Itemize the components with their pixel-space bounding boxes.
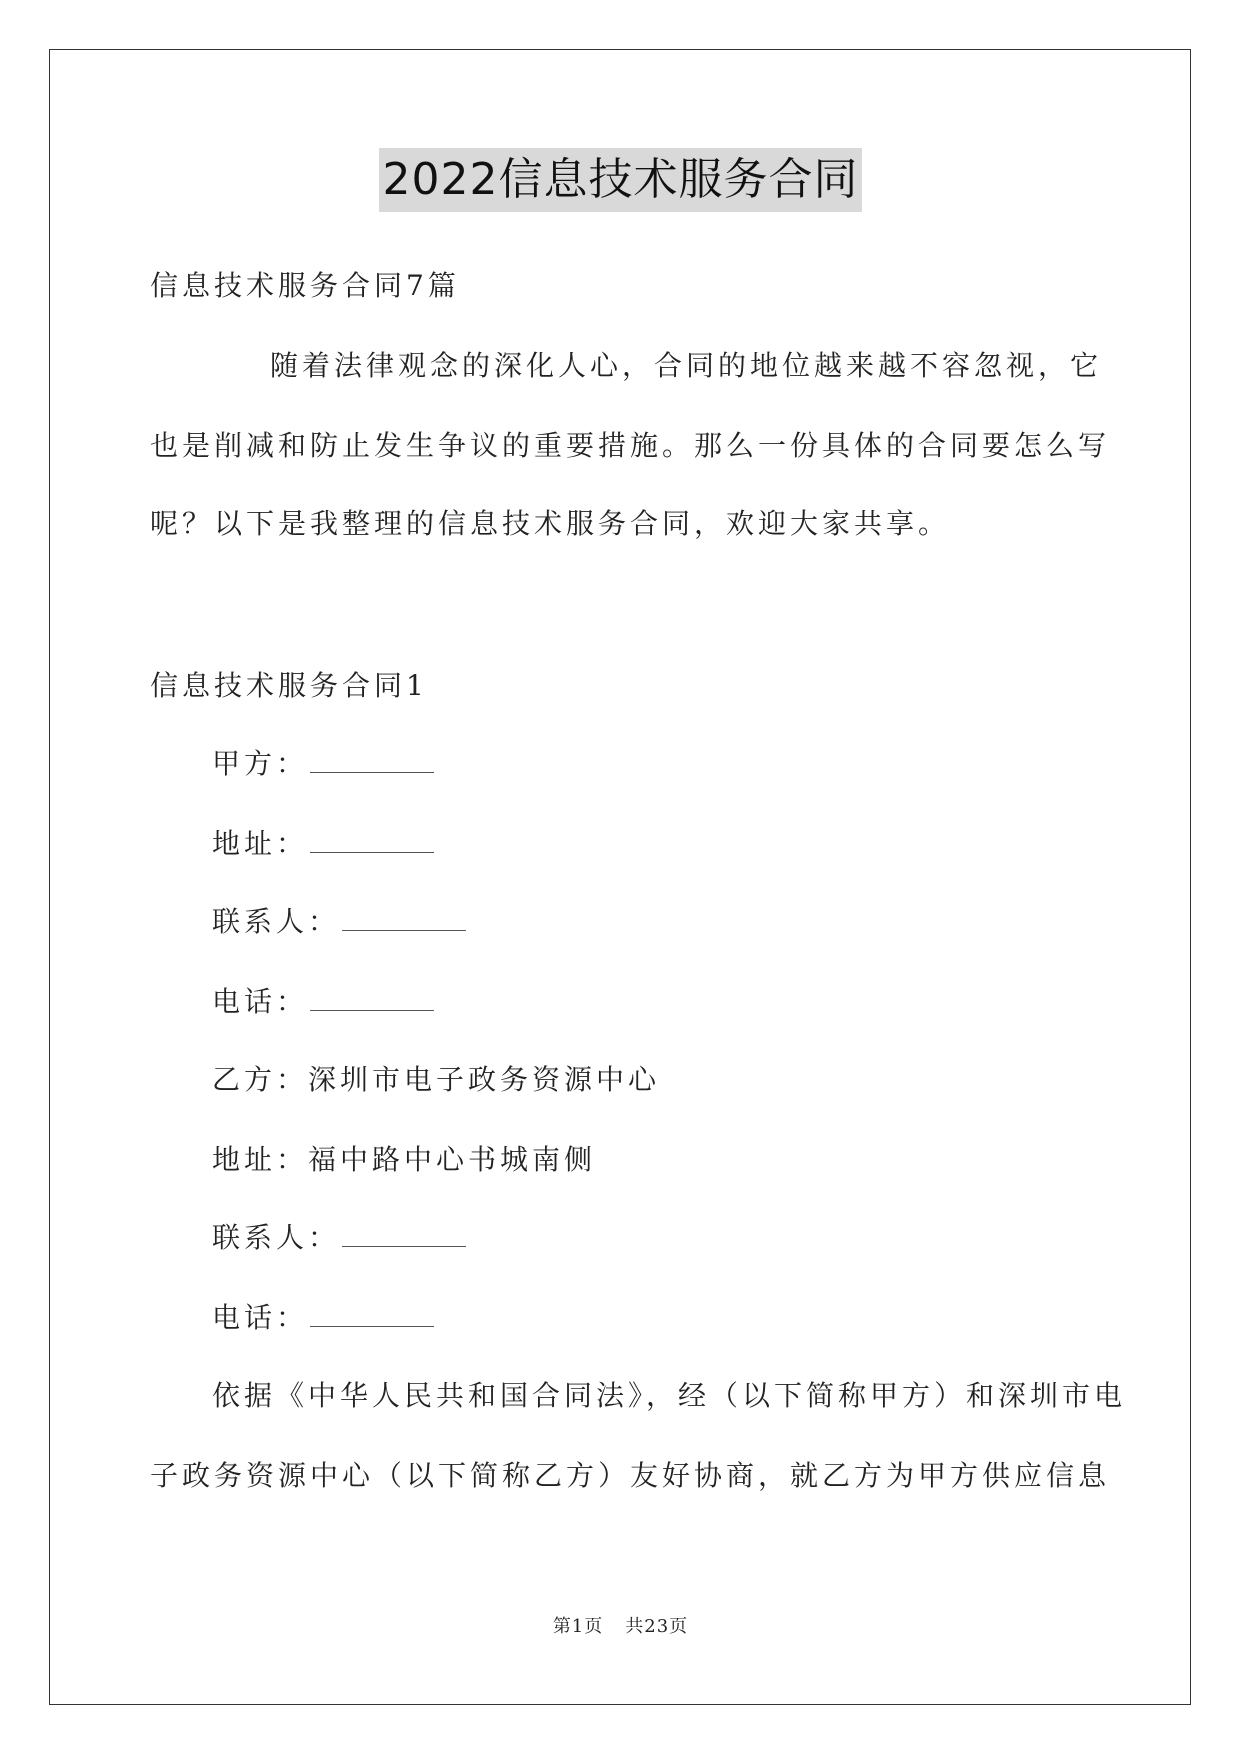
intro-line-3: 呢？以下是我整理的信息技术服务合同，欢迎大家共享。	[150, 507, 951, 540]
party-a-address-blank	[310, 830, 434, 853]
page-footer	[0, 1612, 1241, 1638]
party-b-address-row: 地址：福中路中心书城南侧	[212, 1143, 597, 1176]
party-a-contact-label: 联系人：	[212, 905, 341, 938]
party-b-contact-blank	[342, 1224, 466, 1247]
party-b-contact-row	[212, 1218, 466, 1258]
section-heading: 信息技术服务合同1	[150, 669, 428, 702]
page-number: 第1页	[552, 1616, 604, 1637]
page-total: 共23页	[625, 1616, 689, 1637]
party-a-name-row	[212, 744, 434, 784]
party-a-phone-label: 电话：	[212, 985, 309, 1018]
party-a-phone-blank	[310, 988, 434, 1011]
party-a-address-label: 地址：	[212, 827, 309, 860]
intro-line-2: 也是削减和防止发生争议的重要措施。那么一份具体的合同要怎么写	[150, 429, 1111, 462]
body-line-1: 依据《中华人民共和国合同法》，经（以下简称甲方）和深圳市电	[212, 1379, 1127, 1412]
party-a-name-blank	[310, 750, 434, 773]
document-subtitle: 信息技术服务合同7篇	[150, 269, 460, 302]
party-b-phone-blank	[310, 1304, 434, 1327]
party-b-phone-row	[212, 1298, 434, 1338]
party-b-contact-label: 联系人：	[212, 1221, 341, 1254]
party-b-phone-label: 电话：	[212, 1301, 309, 1334]
party-b-name-row: 乙方：深圳市电子政务资源中心	[212, 1063, 661, 1096]
document-title-wrap	[0, 148, 1241, 212]
intro-line-1: 随着法律观念的深化人心，合同的地位越来越不容忽视，它	[270, 349, 1103, 382]
party-a-address-row	[212, 824, 434, 864]
party-a-name-label: 甲方：	[212, 747, 309, 780]
party-a-contact-blank	[342, 908, 466, 931]
body-line-2: 子政务资源中心（以下简称乙方）友好协商，就乙方为甲方供应信息	[150, 1459, 1111, 1492]
document-title: 2022信息技术服务合同	[379, 148, 863, 212]
party-a-contact-row	[212, 902, 466, 942]
party-a-phone-row	[212, 982, 434, 1022]
